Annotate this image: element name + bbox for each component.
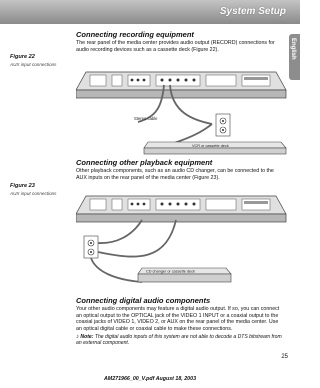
language-tab-label: English [290, 38, 296, 60]
figure-23-label: Figure 23 [10, 183, 35, 189]
vcr-cassette-deck-label: VCR or cassette deck [192, 144, 229, 148]
figure-22-diagram [76, 62, 291, 158]
section-heading-recording: Connecting recording equipment [76, 30, 194, 39]
section-heading-digital: Connecting digital audio components [76, 296, 211, 305]
note-icon: ♪ [76, 334, 79, 340]
section-text-digital: Your other audio components may feature a digital audio output. If so, you can connect an optical output to the OPTICAL jack of the VIDEO 1 INPUT or a coaxial output to the coaxial jacks of VIDEO 1, VIDEO 2, or AUX on the rear panel of the media center. Use an optical digital cable or coaxial cable to make these connections. [76, 306, 280, 332]
header-bar [0, 0, 300, 24]
section-text-playback: Other playback components, such as an audio CD changer, can be connected to the AUX inputs on the rear panel of the media center (Figure 23). [76, 168, 274, 181]
page-number: 25 [281, 354, 288, 360]
rca-jack-inset [216, 114, 230, 136]
section-text-recording: The rear panel of the media center provides audio output (RECORD) connections for audio recording devices such as a cassette deck (Figure 22). [76, 40, 275, 53]
figure-23-diagram [76, 190, 291, 294]
media-center-rear-panel [76, 72, 286, 98]
figure-23-caption: AUX input connections [10, 191, 57, 196]
page-title: System Setup [219, 6, 286, 17]
media-center-rear-panel [76, 196, 286, 222]
section-heading-playback: Connecting other playback equipment [76, 158, 213, 167]
figure-22-caption: AUX input connections [10, 62, 57, 67]
note-label: Note: [80, 334, 94, 340]
rca-jack-inset [84, 236, 98, 258]
note [76, 334, 282, 347]
cd-changer-deck-label: CD changer or cassette deck [146, 269, 195, 274]
stereo-cable-label: Stereo cable [134, 116, 158, 121]
vcr-cassette-deck [144, 142, 286, 154]
cd-changer-deck [138, 268, 231, 282]
footer-text: AM271966_00_V.pdf August 18, 2003 [103, 376, 197, 382]
note-text: The digital audio inputs of this system are not able to decode a DTS bitstream from an external component. [76, 334, 282, 347]
figure-22-label: Figure 22 [10, 54, 35, 60]
aux-cable-left [98, 220, 142, 243]
